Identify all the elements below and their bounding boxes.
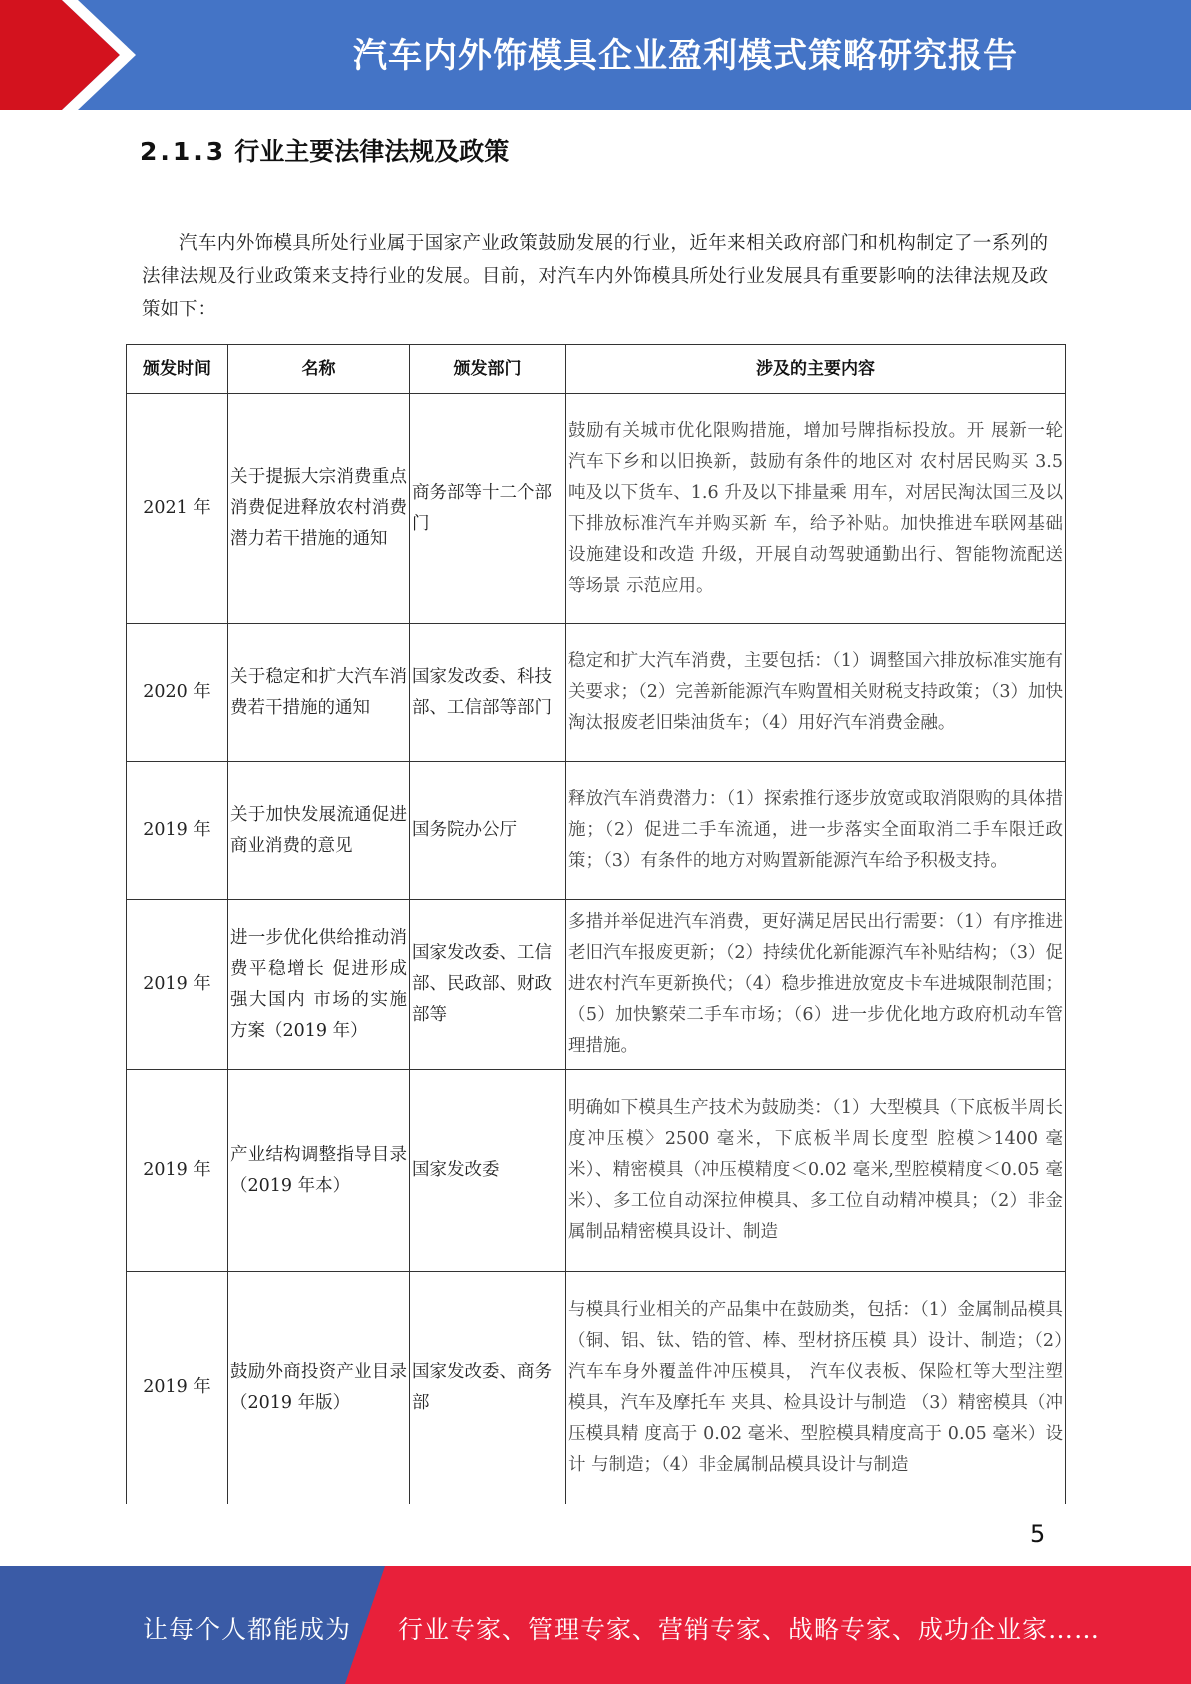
row-date: 2021 年	[127, 394, 228, 624]
table-row	[127, 1070, 1066, 1272]
row-date: 2019 年	[127, 1272, 228, 1504]
table-row	[127, 1272, 1066, 1504]
intro-paragraph: 汽车内外饰模具所处行业属于国家产业政策鼓励发展的行业，近年来相关政府部门和机构制定了一系列的法律法规及行业政策来支持行业的发展。目前，对汽车内外饰模具所处行业发展具有重要影响的法律法规及政策如下：	[142, 232, 1048, 320]
report-title: 汽车内外饰模具企业盈利模式策略研究报告	[353, 36, 1018, 76]
table-header-row	[127, 345, 1066, 394]
row-dept: 国务院办公厅	[410, 762, 566, 900]
policy-table	[126, 344, 1066, 1504]
row-name: 鼓励外商投资产业目录（2019 年版）	[228, 1272, 410, 1504]
header-dept: 颁发部门	[410, 345, 566, 394]
row-content: 鼓励有关城市优化限购措施，增加号牌指标投放。开 展新一轮汽车下乡和以旧换新，鼓励有条件的地区对 农村居民购买 3.5 吨及以下货车、1.6 升及以下排量乘 用车，对居民淘汰国三及以下排放标准汽车并购买新 车，给予补贴。加快推进车联网基础设施建设和改造 升级，开展自动驾驶通勤出行、智能物流配送等场景 示范应用。	[566, 394, 1066, 624]
row-name: 关于加快发展流通促进商业消费的意见	[228, 762, 410, 900]
row-name: 产业结构调整指导目录（2019 年本）	[228, 1070, 410, 1272]
row-content: 稳定和扩大汽车消费，主要包括：（1）调整国六排放标准实施有关要求；（2）完善新能源汽车购置相关财税支持政策；（3）加快淘汰报废老旧柴油货车；（4）用好汽车消费金融。	[566, 624, 1066, 762]
table-row	[127, 394, 1066, 624]
row-name: 进一步优化供给推动消费平稳增长 促进形成强大国内 市场的实施方案（2019 年）	[228, 900, 410, 1070]
table-row	[127, 762, 1066, 900]
row-date: 2019 年	[127, 762, 228, 900]
row-date: 2019 年	[127, 900, 228, 1070]
row-date: 2019 年	[127, 1070, 228, 1272]
section-number: 2.1.3	[140, 137, 227, 166]
header-arrow-decoration	[0, 0, 200, 110]
row-dept: 国家发改委、商务部	[410, 1272, 566, 1504]
row-date: 2020 年	[127, 624, 228, 762]
header-banner	[0, 0, 1191, 110]
row-dept: 国家发改委、科技部、工信部等部门	[410, 624, 566, 762]
footer-slogan-left: 让每个人都能成为	[143, 1615, 352, 1644]
header-content: 涉及的主要内容	[566, 345, 1066, 394]
row-dept: 商务部等十二个部门	[410, 394, 566, 624]
section-heading	[140, 132, 509, 168]
row-name: 关于提振大宗消费重点消费促进释放农村消费潜力若干措施的通知	[228, 394, 410, 624]
row-content: 多措并举促进汽车消费，更好满足居民出行需要：（1）有序推进老旧汽车报废更新；（2）持续优化新能源汽车补贴结构；（3）促进农村汽车更新换代；（4）稳步推进放宽皮卡车进城限制范围；（5）加快繁荣二手车市场；（6）进一步优化地方政府机动车管理措施。	[566, 900, 1066, 1070]
footer-banner	[0, 1566, 1191, 1684]
section-title: 行业主要法律法规及政策	[234, 137, 510, 166]
footer-slogan-right: 行业专家、管理专家、营销专家、战略专家、成功企业家……	[398, 1615, 1101, 1644]
page-number: 5	[1030, 1520, 1046, 1548]
header-name: 名称	[228, 345, 410, 394]
table-row	[127, 900, 1066, 1070]
row-content: 与模具行业相关的产品集中在鼓励类，包括：（1）金属制品模具（铜、铝、钛、锆的管、棒、型材挤压模 具）设计、制造；（2）汽车车身外覆盖件冲压模具， 汽车仪表板、保险杠等大型注塑模具，汽车及摩托车 夹具、检具设计与制造 （3）精密模具（冲压模具精 度高于 0.02 毫米、型腔模具精度高于 0.05 毫米）设计 与制造；（4）非金属制品模具设计与制造	[566, 1272, 1066, 1504]
row-name: 关于稳定和扩大汽车消费若干措施的通知	[228, 624, 410, 762]
row-content: 释放汽车消费潜力：（1）探索推行逐步放宽或取消限购的具体措施；（2）促进二手车流通，进一步落实全面取消二手车限迁政策；（3）有条件的地方对购置新能源汽车给予积极支持。	[566, 762, 1066, 900]
row-dept: 国家发改委	[410, 1070, 566, 1272]
header-date: 颁发时间	[127, 345, 228, 394]
table-row	[127, 624, 1066, 762]
row-content: 明确如下模具生产技术为鼓励类：（1）大型模具（下底板半周长度冲压模〉2500 毫米，下底板半周长度型 腔模＞1400 毫米）、精密模具（冲压模精度＜0.02 毫米,型腔模精度＜0.05 毫米）、多工位自动深拉伸模具、多工位自动精冲模具；（2）非金属制品精密模具设计、制造	[566, 1070, 1066, 1272]
row-dept: 国家发改委、工信部、民政部、财政部等	[410, 900, 566, 1070]
